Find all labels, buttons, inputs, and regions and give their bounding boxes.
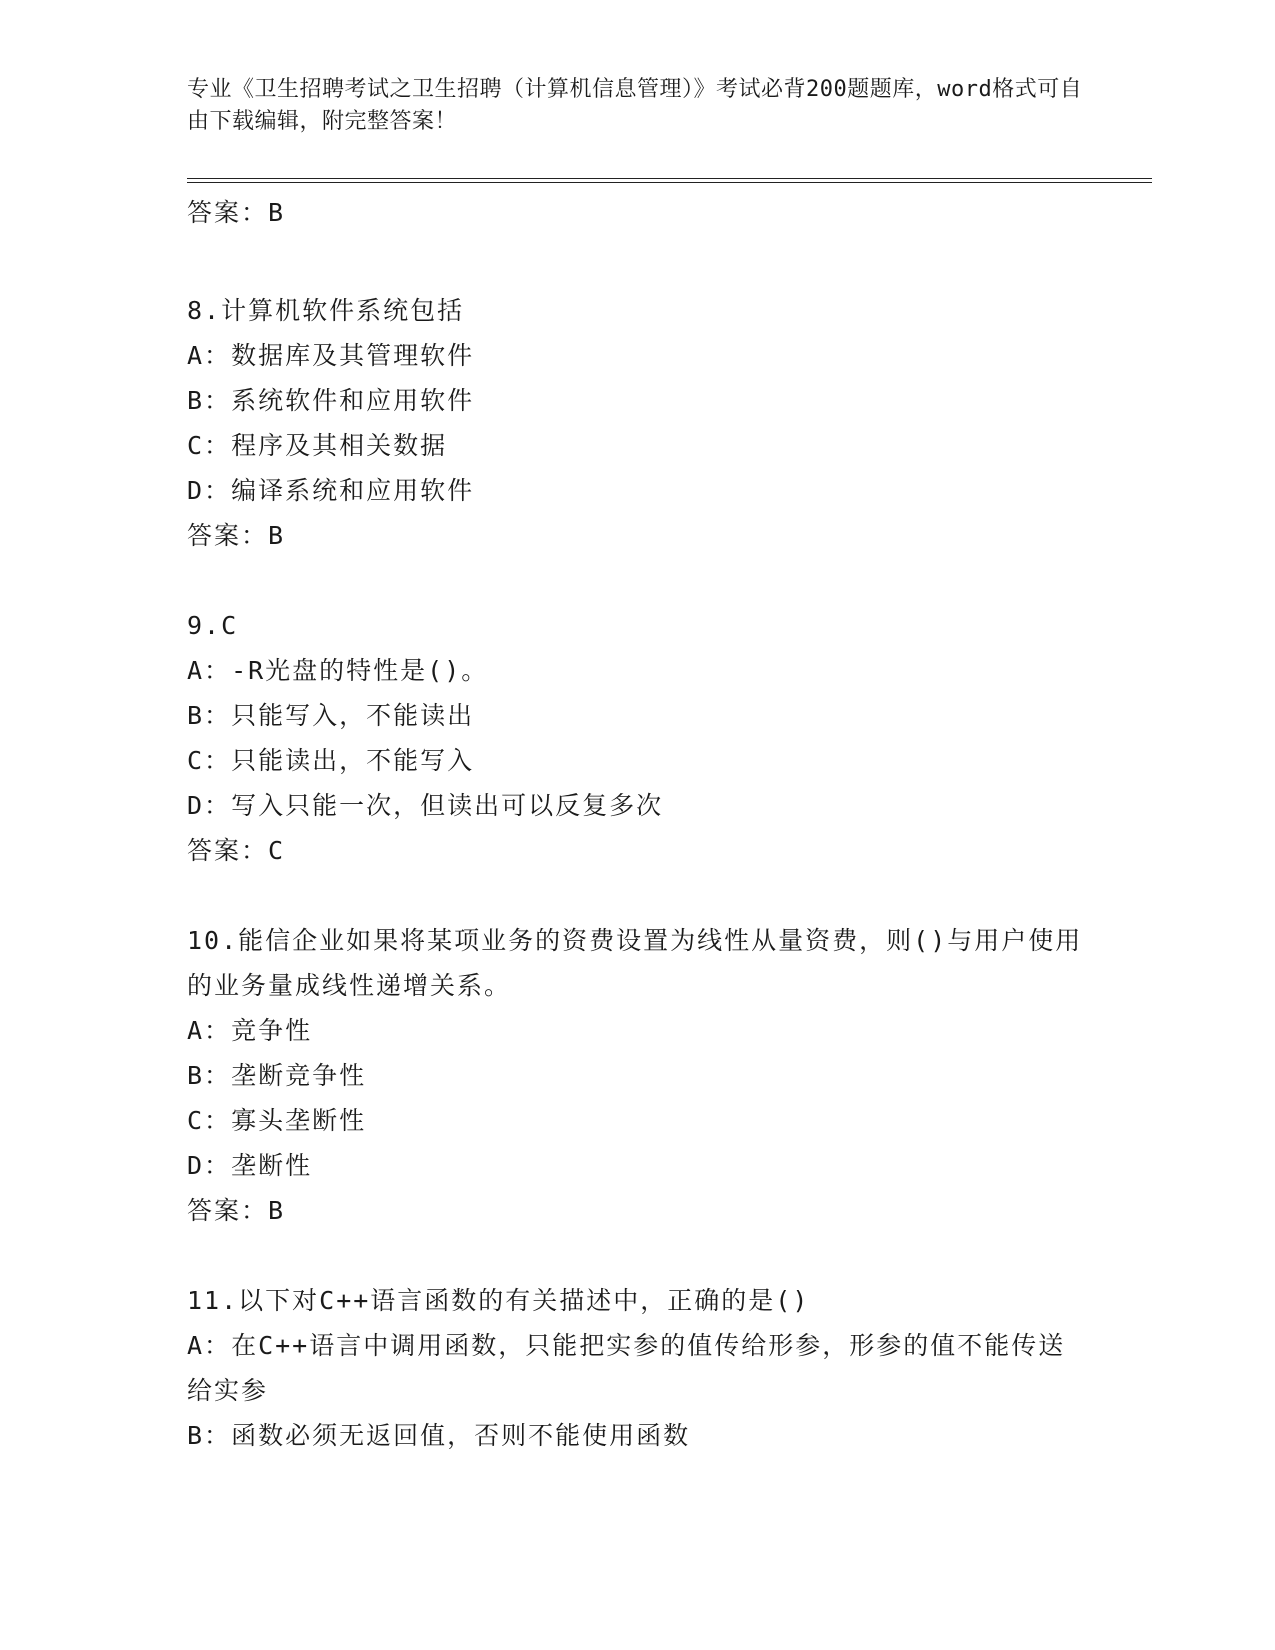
option-label: C： [187,1106,232,1135]
header-divider-bottom [187,182,1152,183]
question-block [187,918,1087,1234]
option-text: -R光盘的特性是()。 [231,656,489,685]
document-header [187,74,1087,138]
option-text: 竞争性 [231,1016,313,1045]
option-label: A： [187,1016,232,1045]
answer-line: 答案：B [187,198,286,227]
option-label: D： [187,1151,232,1180]
question-block [187,288,1087,559]
option-b [187,1413,1087,1458]
option-c [187,1098,1087,1143]
option-text: 只能写入，不能读出 [231,701,475,730]
option-text: 函数必须无返回值，否则不能使用函数 [231,1421,691,1450]
option-label: C： [187,431,232,460]
option-text: 数据库及其管理软件 [231,341,475,370]
option-text: 编译系统和应用软件 [231,476,475,505]
header-text: 专业《卫生招聘考试之卫生招聘（计算机信息管理）》考试必背200题题库，word格式可自由下载编辑，附完整答案！ [187,77,1083,134]
option-label: C： [187,746,232,775]
option-c [187,423,1087,468]
option-text: 程序及其相关数据 [231,431,448,460]
option-c [187,738,1087,783]
option-text: 垄断竞争性 [231,1061,367,1090]
option-text: 在C++语言中调用函数，只能把实参的值传给形参，形参的值不能传送给实参 [187,1331,1066,1405]
option-d [187,1143,1087,1188]
option-label: A： [187,656,232,685]
question-stem: 9.C [187,611,239,640]
question-block [187,1278,1087,1458]
option-d [187,783,1087,828]
answer-line: 答案：B [187,1196,286,1225]
option-label: D： [187,476,232,505]
option-b [187,693,1087,738]
option-b [187,378,1087,423]
option-label: B： [187,1421,232,1450]
option-text: 垄断性 [231,1151,313,1180]
question-block [187,603,1087,874]
option-a [187,1323,1087,1413]
option-text: 写入只能一次，但读出可以反复多次 [231,791,664,820]
question-stem: 8.计算机软件系统包括 [187,296,465,325]
option-a [187,333,1087,378]
option-label: B： [187,1061,232,1090]
answer-line: 答案：B [187,521,286,550]
option-text: 系统软件和应用软件 [231,386,475,415]
option-d [187,468,1087,513]
option-text: 只能读出，不能写入 [231,746,475,775]
option-label: D： [187,791,232,820]
answer-line: 答案：C [187,836,286,865]
document-body [187,190,1087,1458]
option-label: A： [187,341,232,370]
option-label: B： [187,701,232,730]
option-label: A： [187,1331,232,1360]
option-b [187,1053,1087,1098]
option-a [187,1008,1087,1053]
option-text: 寡头垄断性 [231,1106,367,1135]
option-a [187,648,1087,693]
question-stem: 10.能信企业如果将某项业务的资费设置为线性从量资费，则()与用户使用的业务量成线性递增关系。 [187,926,1083,1000]
option-label: B： [187,386,232,415]
question-stem: 11.以下对C++语言函数的有关描述中，正确的是() [187,1286,810,1315]
header-divider-top [187,178,1152,179]
